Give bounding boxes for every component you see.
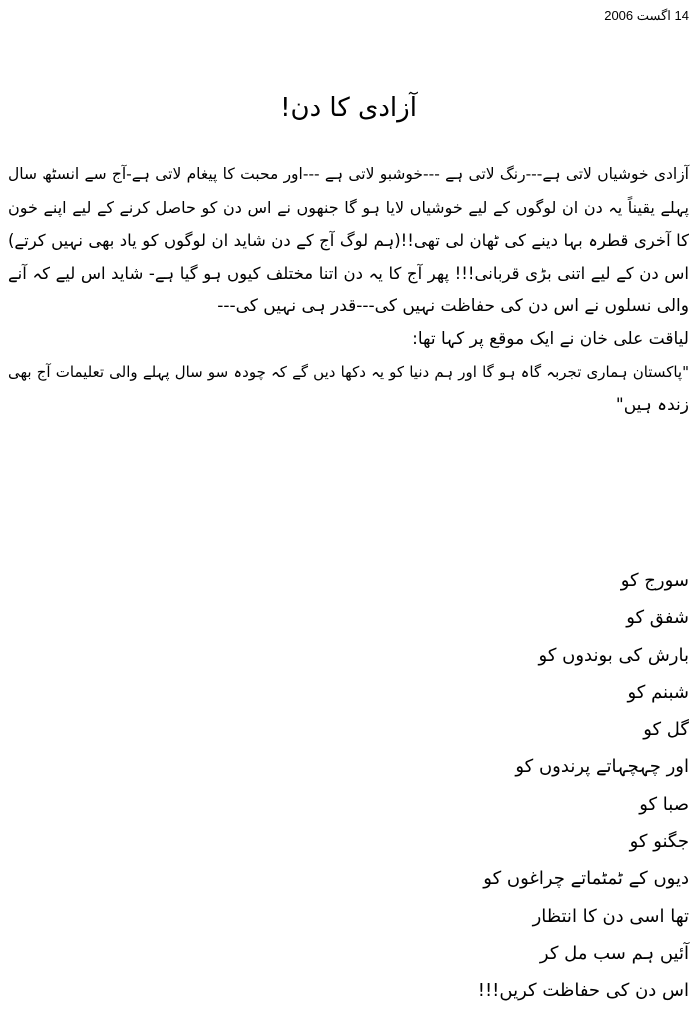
page-title: آزادی کا دن! bbox=[280, 93, 417, 123]
poem-verse: جگنو کو bbox=[629, 831, 689, 853]
poem-verse: شفق کو bbox=[626, 607, 689, 629]
poem-verse: اور چہچہاتے پرندوں کو bbox=[515, 756, 689, 778]
poem-verse: گل کو bbox=[643, 719, 689, 741]
poem-verse: دیوں کے ٹمٹماتے چراغوں کو bbox=[483, 868, 689, 890]
poem-verse: اس دن کی حفاظت کریں!!! bbox=[477, 980, 689, 1002]
poem-verse: صبا کو bbox=[639, 793, 689, 815]
poem-verse: سورج کو bbox=[620, 570, 689, 591]
poem bbox=[189, 562, 689, 1010]
quote-intro-line: لیاقت علی خان نے ایک موقع پر کہا تھا: bbox=[412, 329, 689, 349]
paragraph-line: اس دن کے لیے اتنی بڑی قربانی!!! پھر آج کا یہ دن اتنا مختلف کیوں ہو گیا ہے- شاید اس لیے کہ آنے bbox=[8, 264, 689, 283]
paragraph-line: کا آخری قطرہ بہا دینے کی ٹھان لی تھی!!(ہم لوگ آج کے دن شاید ان لوگوں کو یاد بھی نہیں کرتے) bbox=[8, 231, 689, 250]
paragraph-line: والی نسلوں نے اس دن کی حفاظت نہیں کی---قدر ہی نہیں کی--- bbox=[217, 296, 689, 316]
paragraph-line: پہلے یقیناً یہ دن ان لوگوں کے لیے خوشیاں لایا ہو گا جنھوں نے اس دن کو حاصل کرنے کے لیے اپنے خون bbox=[8, 198, 689, 217]
post-date: 14 اگست 2006 bbox=[604, 8, 689, 23]
quote-line: زندہ ہیں" bbox=[615, 395, 689, 415]
poem-verse: بارش کی بوندوں کو bbox=[538, 644, 689, 666]
poem-verse: تھا اسی دن کا انتظار bbox=[532, 905, 689, 927]
article-body bbox=[8, 158, 689, 422]
poem-verse: شبنم کو bbox=[627, 681, 689, 703]
paragraph-line: آزادی خوشیاں لاتی ہے---رنگ لاتی ہے ---خوشبو لاتی ہے ---اور محبت کا پیغام لاتی ہے-آج سے انسٹھ سال bbox=[8, 165, 689, 183]
poem-verse: آئیں ہم سب مل کر bbox=[539, 942, 689, 964]
quote-line: "پاکستان ہماری تجربہ گاہ ہو گا اور ہم دنیا کو یہ دکھا دیں گے کہ چودہ سو سال پہلے والی تعلیمات آج بھی bbox=[8, 363, 689, 381]
